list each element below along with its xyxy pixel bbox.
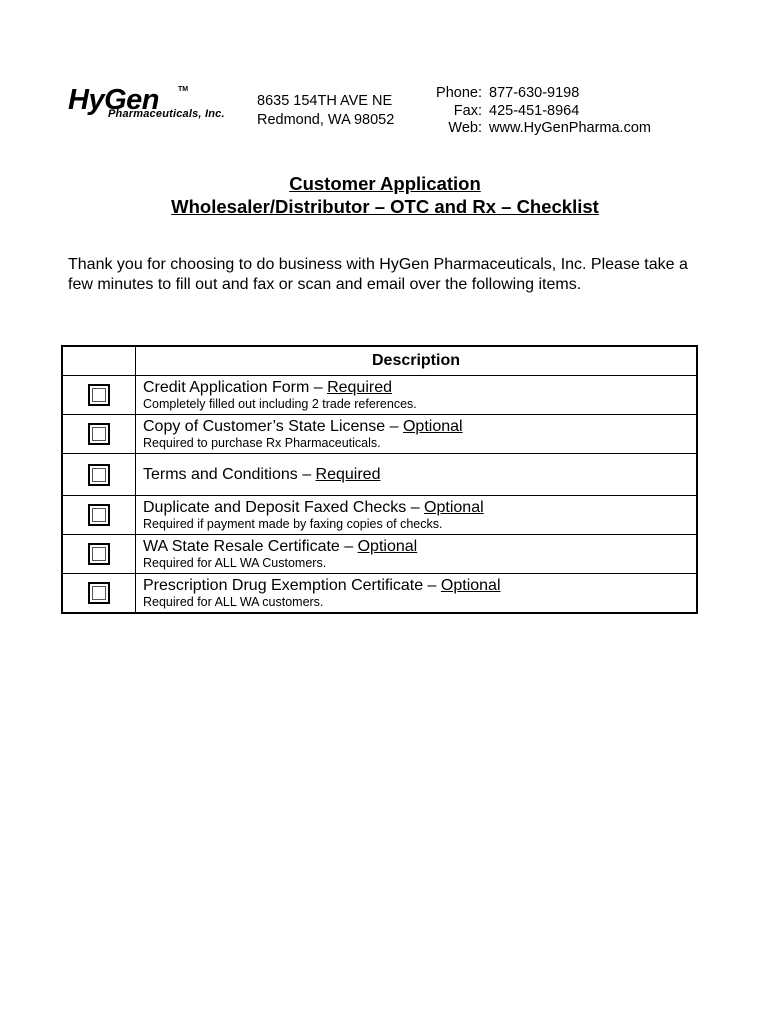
web-value: www.HyGenPharma.com: [489, 120, 651, 136]
item-note: Required for ALL WA Customers.: [143, 556, 327, 570]
fax-label: Fax:: [453, 102, 482, 119]
company-address: [257, 92, 394, 130]
checkbox[interactable]: [88, 384, 110, 406]
item-title: Terms and Conditions –: [143, 466, 316, 483]
checkbox[interactable]: [88, 543, 110, 565]
table-row: [62, 535, 697, 574]
intro-paragraph: Thank you for choosing to do business with HyGen Pharmaceuticals, Inc. Please take a few minutes to fill out and fax or scan and email over the following items.: [68, 256, 688, 293]
table-row: [62, 454, 697, 496]
address-line-2: Redmond, WA 98052: [257, 112, 395, 128]
fax-value: 425-451-8964: [489, 102, 580, 119]
item-title: Copy of Customer’s State License –: [143, 418, 403, 435]
logo-trademark: TM: [178, 86, 189, 93]
item-status: Required: [327, 379, 393, 396]
checkbox-column-header: [62, 346, 136, 376]
item-note: Required for ALL WA customers.: [143, 595, 324, 609]
document-subtitle: Wholesaler/Distributor – OTC and Rx – Checklist: [171, 196, 599, 217]
contact-info: [416, 85, 651, 138]
document-title: Customer Application: [289, 173, 481, 194]
checkbox[interactable]: [88, 504, 110, 526]
item-status: Optional: [357, 538, 418, 555]
item-title: Duplicate and Deposit Faxed Checks –: [143, 499, 425, 516]
item-note: Required to purchase Rx Pharmaceuticals.: [143, 436, 381, 450]
checkbox[interactable]: [88, 423, 110, 445]
phone-label: Phone:: [436, 85, 482, 101]
phone-value: 877-630-9198: [489, 85, 580, 101]
item-title: Credit Application Form –: [143, 379, 328, 396]
item-status: Required: [315, 466, 381, 483]
company-logo: [68, 84, 238, 134]
description-header: Description: [136, 346, 698, 376]
checkbox[interactable]: [88, 464, 110, 486]
table-row: [62, 376, 697, 415]
item-note: Completely filled out including 2 trade references.: [143, 397, 417, 411]
contact-phone: [416, 85, 651, 103]
web-label: Web:: [448, 120, 482, 136]
table-row: [62, 415, 697, 454]
address-line-1: 8635 154TH AVE NE: [257, 93, 393, 109]
checkbox[interactable]: [88, 582, 110, 604]
item-title: Prescription Drug Exemption Certificate –: [143, 577, 441, 594]
logo-name: HyGen: [68, 84, 159, 116]
item-title: WA State Resale Certificate –: [143, 538, 358, 555]
logo-subtitle: Pharmaceuticals, Inc.: [108, 108, 225, 120]
table-row: [62, 574, 697, 614]
item-status: Optional: [402, 418, 463, 435]
table-row: [62, 496, 697, 535]
contact-fax: [416, 103, 651, 121]
item-status: Optional: [440, 577, 501, 594]
item-status: Optional: [424, 499, 484, 516]
table-header-row: [62, 346, 697, 376]
item-note: Required if payment made by faxing copies of checks.: [143, 517, 443, 531]
checklist-table: [61, 345, 698, 614]
contact-web: [416, 120, 651, 138]
